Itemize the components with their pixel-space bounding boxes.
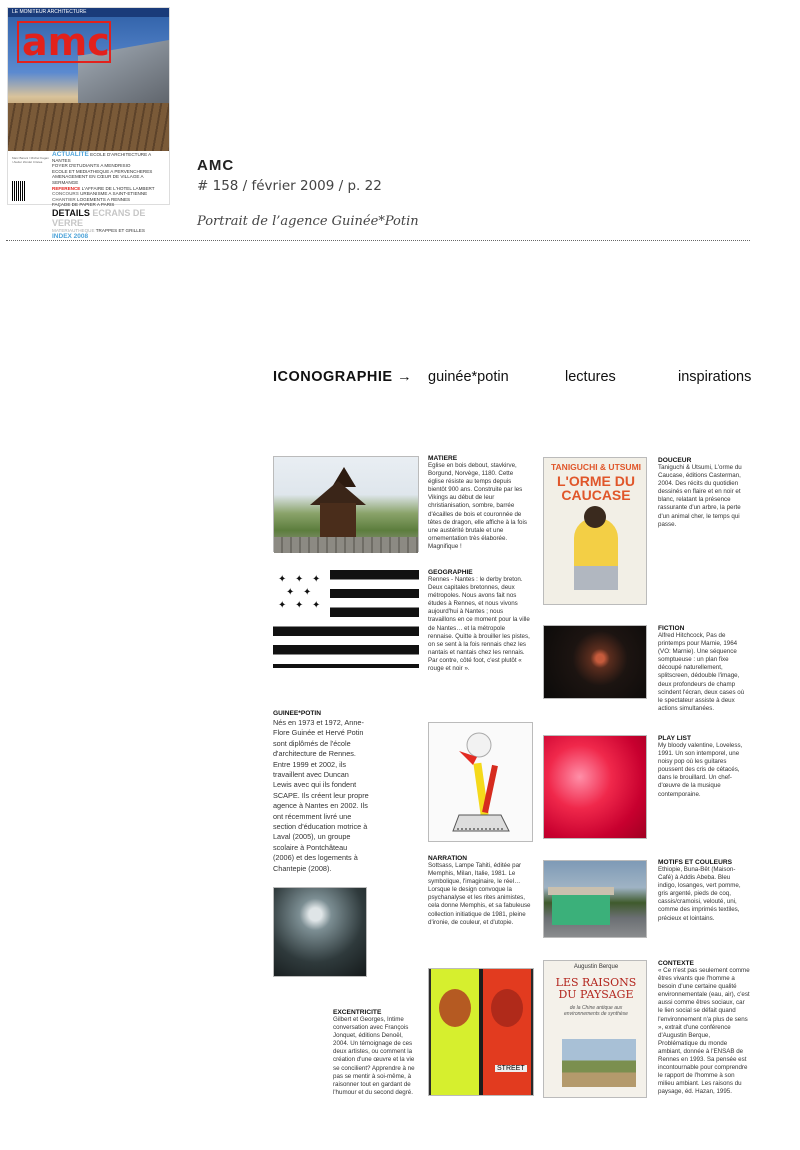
geographie-title: GEOGRAPHIE [428,569,473,576]
block-motifs [658,859,750,923]
cover-lines: ACTUALITE ECOLE D'ARCHITECTURE A NANTES FOYER D'ETUDIANTS A MENDRISIO ECOLE ET MEDIATHEQUE A PERVENCHERES AMENAGEMENT EN CŒUR DE VILLAGE A SERMANGE REFERENCE L'AFFAIRE DE L'HOTEL LAMBERT CONCOURS URBANISME A SAINT-ETIENNE CHANTIER LOGEMENTS A RENNES FAÇADE DE PAPIER A PARIS DETAILS ECRANS DE VERRE MATERIAUTHEQUE TRAPPES ET GRILLES INDEX 2008 [52,151,155,240]
berque-title: LES RAISONS DU PAYSAGE [555,976,637,1001]
magazine-name: AMC [197,157,235,174]
guinee-potin-text: Nés en 1973 et 1972, Anne-Flore Guinée et Hervé Potin sont diplômés de l'école d'architecture de Rennes. Entre 1999 et 2002, ils travaillent avec Duncan Lewis avec qui ils fondent SCAPE. Ils créent leur propre agence à Nantes en 2002. Ils ont récemment livré une section d'éducation motrice à Laval (2005), un groupe scolaire à Pontchâteau (2006) et des logements à Chantepie (2008). [273,718,369,873]
fiction-title: FICTION [658,625,685,632]
raisons-du-paysage-cover [543,960,647,1098]
block-matiere [428,455,530,551]
block-guinee-potin [273,710,369,874]
tahiti-lamp-photo [428,722,533,842]
orme-title: L'ORME DU CAUCASE [557,473,635,503]
tab-guinee-potin[interactable]: guinée*potin [428,369,509,385]
motifs-title: MOTIFS ET COULEURS [658,859,732,866]
contexte-text: « Ce n'est pas seulement comme êtres vivants que l'homme a besoin d'une certaine qualité environnementale (eau, air), c'est aussi comme êtres sociaux, car le lien social se défait quand l'environnement n'a plus de sens », extrait d'une conférence d'Augustin Berque, Problématique du monde ambiant, donnée à l'ENSAB de Rennes en 1993. Sa pensée est incontournable pour comprendre le rapport de l'homme à son milieu ambiant. Les raisons du paysage, éd. Hazan, 1995. [658,967,750,1096]
issue-info: # 158 / février 2009 / p. 22 [197,178,382,194]
church-photo [273,456,419,552]
block-douceur [658,457,750,529]
orme-author: TANIGUCHI & UTSUMI [550,462,642,472]
block-excentricite [333,1009,419,1097]
cover-credit: Marc Barani / Michel Kagan / Atelier Zündel Cristea [12,156,49,164]
tab-inspirations[interactable]: inspirations [678,369,752,385]
gilbert-george-image [428,968,534,1096]
tab-lectures[interactable]: lectures [565,369,616,385]
article-title: Portrait de l’agence Guinée*Potin [197,214,419,229]
magazine-cover [7,7,170,240]
barcode [12,181,26,201]
berque-subtitle: de la Chine antique aux environnements de synthèse [564,1005,628,1017]
street-sign: STREET [497,1065,525,1072]
fiction-text: Alfred Hitchcock, Pas de printemps pour Marnie, 1964 (VO: Marnie). Une séquence somptueuse : un plan fixe découpé naturellement, splitscreen, dédouble l'image, deux profondeurs de champ scindent l'écran, deux cases où le spectateur assiste à deux actions simultanées. [658,632,745,712]
matiere-text: Eglise en bois debout, stavkirve, Borgund, Norvège, 1180. Cette église résiste au temps depuis bientôt 900 ans. Construite par les Vikings au début de leur christianisation, sombre, barrée d'écailles de bois et couronnée de têtes de dragon, elle affiche à la fois une austérité brutale et une ornementation très élaborée. Magnifique ! [428,462,527,550]
guinee-potin-title: GUINEE*POTIN [273,710,321,717]
tab-iconographie[interactable]: ICONOGRAPHIE → [273,369,413,385]
douceur-title: DOUCEUR [658,457,692,464]
playlist-title: PLAY LIST [658,735,691,742]
block-fiction [658,625,750,713]
loveless-cover [543,735,647,839]
geographie-text: Rennes - Nantes : le derby breton. Deux capitales bretonnes, deux métropoles. Nous avons fait nos études à Rennes, et nous vivons aujourd'hui à Nantes ; nous travaillons en ce moment pour la ville de Nantes… et la métropole rennaise. Quitte à brouiller les pistes, on se sent à la fois rennais chez les nantais et nantais chez les rennais. Par contre, côté foot, c'est plutôt « rouge et noir ». [428,576,530,673]
contexte-title: CONTEXTE [658,960,694,967]
narration-title: NARRATION [428,855,468,862]
cover-logo: amc [17,21,111,63]
douceur-text: Taniguchi & Utsumi, L'orme du Caucase, éditions Casterman, 2004. Des récits du quotidien dessinés en flaire et en noir et blanc, relatant la présence rassurante d'un arbre, la perte d'un animal cher, le temps qui passe. [658,464,742,528]
divider [6,240,750,241]
breton-flag-image: ✦ ✦ ✦ ✦ ✦ ✦ ✦ ✦ [273,570,419,668]
block-play-list [658,735,750,799]
block-narration [428,855,532,927]
playlist-text: My bloody valentine, Loveless, 1991. Un son intemporel, une noisy pop où les guitares poussent des cris de cétacés, dans le brouillard. Un chef-d'œuvre de la musique contemporaine. [658,742,743,798]
portrait-photo [273,887,367,977]
excentricite-text: Gilbert et Georges, Intime conversation avec François Jonquet, éditions Denoël, 2004. Un témoignage de ces deux artistes, ou comment la création d'une œuvre et la vie se concilient? Apprendre à ne pas se mentir à soi-même, à raisonner tout en gardant de l'humour et du second degré. [333,1016,415,1096]
matiere-title: MATIERE [428,455,458,462]
block-geographie [428,569,530,673]
block-contexte [658,960,750,1097]
narration-text: Sottsass, Lampe Tahiti, éditée par Memphis, Milan, Italie, 1981. Le symbolique, l'imaginaire, le réel… Lorsque le design convoque la psychanalyse et les rites animistes, cela donne Memphis, et sa fabuleuse collection initiatique de 1981, pleine d'ironie, de couleur, et d'utopie. [428,862,531,926]
buna-bet-photo [543,860,647,938]
excentricite-title: EXCENTRICITE [333,1009,382,1016]
cover-topline: LE MONITEUR ARCHITECTURE [8,8,169,17]
marnie-still [543,625,647,699]
orme-du-caucase-cover [543,457,647,605]
motifs-text: Ethiopie, Buna-Bêt (Maison-Café) à Addis Abeba. Bleu indigo, losanges, vert pomme, gris argenté, pieds de coq, cassis/cramoisi, velouté, uni, comme des imprimés textiles, précieux et lointains. [658,866,741,922]
berque-author: Augustin Berque [573,964,619,970]
